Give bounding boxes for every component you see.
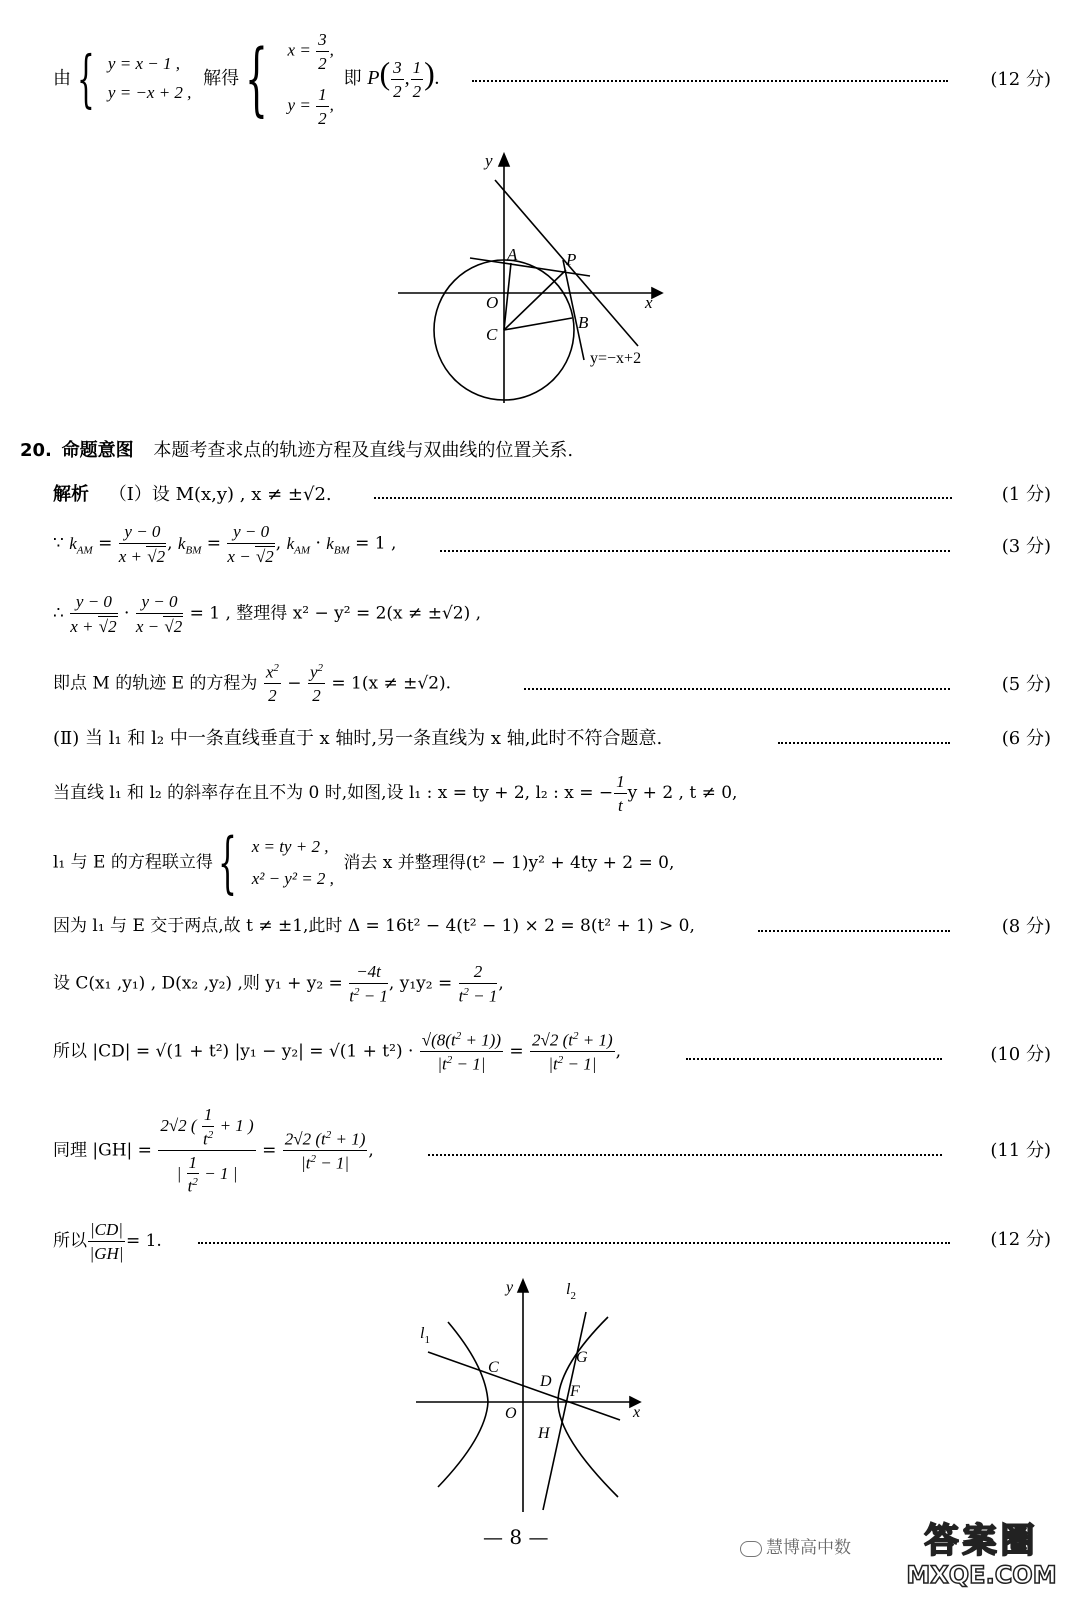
line-7-text-a: l₁ 与 E 的方程联立得 [53,852,213,873]
score-10: (10 分) [990,1044,1051,1065]
jiede-text: 解得 [203,68,240,90]
line-4: 即点 M 的轨迹 E 的方程为 $\frac{x^2}{2}$ − $\frac{y^2}{2}$ = 1(x ≠ ±√2). [53,662,452,706]
label-f: F [570,1383,580,1400]
hyperbola-left-branch [438,1322,488,1487]
figure-circle-tangent [390,148,680,410]
score-5: (5 分) [1001,674,1051,695]
line-5 [53,730,662,748]
leader-dots-10 [686,1058,942,1060]
y-num: 1 [316,85,329,107]
score-12a: (12 分) [990,69,1051,90]
line-12: 所以 $\frac{|CD|}{|GH|}$ = 1. [53,1220,162,1263]
line-l2 [543,1312,586,1510]
leader-dots-11 [428,1154,942,1156]
y-prefix: y = [287,95,311,115]
ji-text: 即 [343,68,362,90]
eq1: y = x − 1 , [107,54,180,74]
line-7-text-b: 消去 x 并整理得(t² − 1)y² + 4ty + 2 = 0, [343,852,675,873]
eq2: y = −x + 2 , [107,83,192,103]
label-x2: x [633,1404,641,1421]
line-6-text-a: 当直线 l₁ 和 l₂ 的斜率存在且不为 0 时,如图,设 l₁ : x = ty + 2, l₂ : x = − [53,783,614,804]
line-l1 [428,1352,620,1420]
line-12-text-a: 所以 [53,1231,87,1252]
label-b: B [578,313,589,332]
label-c2: C [488,1359,499,1376]
wechat-source: 慧博高中数 [740,1540,851,1557]
label-l1: $l_1$ [420,1325,430,1346]
line-10: 所以 |CD| = √(1 + t²) |y₁ − y₂| = √(1 + t²) · $\frac{√(8(t^2 + 1))}{|t^2 - 1|}$ = $\frac{2√2 (t^2 + 1)}{|t^2 - 1|}$ , [53,1030,622,1074]
leader-dots [472,80,948,82]
y-axis-arrow-2 [518,1280,528,1292]
x-prefix: x = [287,40,311,60]
line-4-text-a: 即点 M 的轨迹 E 的方程为 [53,673,258,694]
hyperbola-right-branch [558,1317,618,1497]
label-g: G [576,1349,588,1366]
line-11-text-a: 同理 |GH| = [53,1140,152,1161]
y-den: 2 [318,108,327,128]
page-number: — 8 — [483,1525,549,1549]
watermark-top: 答案圈 [924,1521,1039,1561]
line-8-text: 因为 l₁ 与 E 交于两点,故 t ≠ ±1,此时 Δ = 16t² − 4(t² − 1) × 2 = 8(t² + 1) > 0, [53,916,695,936]
label-y2: y [506,1279,514,1296]
jiexi-label: 解析 [53,484,89,505]
line-1 [53,486,332,504]
you-text: 由 [53,68,71,90]
line-2: ∵ $k_{AM}$ = $\frac{y - 0}{x + √2}$ , $k_{BM}$ = $\frac{y - 0}{x - √2}$ , $k_{AM} \cdot k_{BM} = 1$ , [53,522,397,566]
label-l2: $l_2$ [566,1281,576,1302]
leader-dots-8 [758,930,950,932]
label-line: y=−x+2 [590,350,642,367]
x-den: 2 [318,53,327,73]
line-5-text: (Ⅱ) 当 l₁ 和 l₂ 中一条直线垂直于 x 轴时,另一条直线为 x 轴,此时不符合题意. [53,728,663,749]
label-d: D [540,1373,552,1390]
label-x: x [645,293,653,312]
line-9-text-b: , y₁y₂ = [388,973,453,994]
brace-left: { [76,42,95,116]
x-axis-arrow [652,288,662,298]
label-y: y [485,151,493,170]
watermark-bottom: MXQE.COM [906,1561,1057,1589]
brace-left-2: { [244,32,268,126]
leader-dots-12 [198,1242,950,1244]
line-10-text-a: 所以 |CD| = √(1 + t²) |y₁ − y₂| = √(1 + t²) · [53,1041,414,1062]
solve-line [53,30,440,140]
line-6: 当直线 l₁ 和 l₂ 的斜率存在且不为 0 时,如图,设 l₁ : x = ty + 2, l₂ : x = − $\frac{1}{t}$ y + 2 , t ≠ 0, [53,772,738,815]
line-3: ∴ $\frac{y - 0}{x + √2}$ · $\frac{y - 0}{x - √2}$ = 1 , 整理得 x² − y² = 2(x ≠ ±√2) , [53,592,482,636]
line-7: l₁ 与 E 的方程联立得 { x = ty + 2 , x² − y² = 2 , 消去 x 并整理得(t² − 1)y² + 4ty + 2 = 0, [53,824,675,901]
label-a: A [507,245,518,264]
seg-ca [504,263,511,330]
line-3-text: = 1 , 整理得 x² − y² = 2(x ≠ ±√2) , [189,603,482,624]
leader-dots-6 [778,742,950,744]
solution-system: x = $\frac{3}{2}$ , y = $\frac{1}{2}$ , [287,30,334,128]
score-8: (8 分) [1001,916,1051,937]
point-p: P( $\frac{3}{2}$ , $\frac{1}{2}$ ). [367,55,440,101]
score-6: (6 分) [1001,728,1051,749]
watermark-logo [889,1521,1074,1593]
leader-dots-1 [374,497,952,499]
label-c: C [486,325,498,344]
figure-hyperbola [408,1272,653,1517]
line-9-text-a: 设 C(x₁ ,y₁) , D(x₂ ,y₂) ,则 y₁ + y₂ = [53,973,343,994]
score-1: (1 分) [1001,484,1051,505]
label-h: H [538,1425,550,1442]
q20-intent: 本题考查求点的轨迹方程及直线与双曲线的位置关系. [153,440,574,461]
line-7-eq2: x² − y² = 2 , [251,869,334,888]
line-6-text-b: y + 2 , t ≠ 0, [627,783,738,804]
q20-heading [20,442,573,460]
label-o2: O [505,1405,517,1422]
score-3: (3 分) [1001,536,1051,557]
line-4-text-b: = 1(x ≠ ±√2). [331,673,452,694]
line-1-text: （Ⅰ）设 M(x,y) , x ≠ ±√2. [108,484,332,505]
score-12: (12 分) [990,1229,1051,1250]
q20-number: 20. [20,440,52,461]
q20-intent-label: 命题意图 [61,440,134,461]
wechat-icon [740,1541,762,1557]
line-7-eq1: x = ty + 2 , [251,836,329,856]
leader-dots-3 [440,550,950,552]
line-9: 设 C(x₁ ,y₁) , D(x₂ ,y₂) ,则 y₁ + y₂ = $\frac{-4t}{t^2 - 1}$ , y₁y₂ = $\frac{2}{t^2 - 1}$ , [53,962,504,1006]
system-1 [108,50,192,108]
line-12-text-b: = 1. [125,1231,162,1252]
score-11: (11 分) [990,1140,1051,1161]
line-8 [53,918,695,935]
label-o: O [486,293,499,312]
line-11: 同理 |GH| = 2√2 ( $\frac{1}{t^2}$ + 1 ) | $\frac{1}{t^2}$ − 1 | = $\frac{2√2 (t^2 + 1)}{|t^2 - 1|}$ , [53,1105,374,1196]
y-axis-arrow [499,154,509,166]
leader-dots-5 [524,688,950,690]
label-p: P [566,250,577,269]
x-num: 3 [316,30,329,52]
